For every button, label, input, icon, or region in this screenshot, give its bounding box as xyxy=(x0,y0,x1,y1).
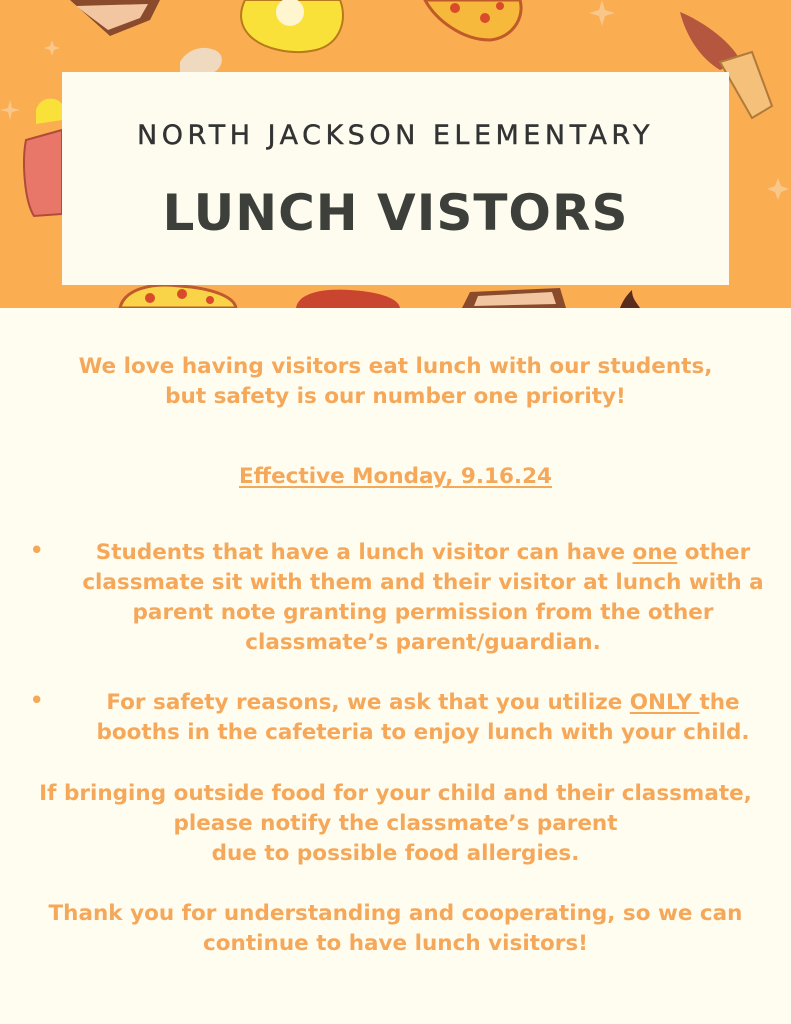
sparkle-icon xyxy=(767,178,789,200)
bullet-marker: • xyxy=(30,688,44,712)
bullet-line: classmate sit with them and their visitor at lunch with a xyxy=(82,570,764,595)
bread-icon xyxy=(180,48,222,72)
bullet-line: parent note granting permission from the other xyxy=(132,600,714,625)
emphasis-text: ONLY xyxy=(629,690,700,715)
sausage-icon xyxy=(296,290,400,308)
pizza-slice-icon xyxy=(120,285,236,308)
bullet-text xyxy=(55,688,791,748)
bullet-line xyxy=(55,688,791,718)
emphasis-text: one xyxy=(632,540,678,565)
closing-text xyxy=(0,899,791,959)
bullet-line xyxy=(55,538,791,568)
page-title: LUNCH VISTORS xyxy=(162,184,629,242)
closing-line: continue to have lunch visitors! xyxy=(203,931,588,956)
bullet-text-part: other xyxy=(677,540,751,565)
intro-line: but safety is our number one priority! xyxy=(165,384,626,409)
notice-line: If bringing outside food for your child and their classmate, xyxy=(39,781,752,806)
pizza-slice-icon xyxy=(425,0,521,40)
notice-line: due to possible food allergies. xyxy=(211,841,580,866)
outside-food-notice xyxy=(0,779,791,869)
bullet-text xyxy=(55,538,791,658)
closing-line: Thank you for understanding and cooperating, so we can xyxy=(48,901,743,926)
drink-glass-icon xyxy=(24,99,62,216)
cake-slice-icon xyxy=(462,288,566,308)
cake-slice-icon xyxy=(70,0,160,36)
fried-egg-icon xyxy=(241,0,343,52)
sparkle-icon xyxy=(589,0,615,26)
sparkle-icon xyxy=(0,100,20,120)
bullet-text-part: For safety reasons, we ask that you utilize xyxy=(106,690,630,715)
bullet-line: classmate’s parent/guardian. xyxy=(245,630,601,655)
intro-text xyxy=(0,352,791,412)
header-banner xyxy=(0,0,791,308)
bullet-text-part: Students that have a lunch visitor can have xyxy=(95,540,633,565)
bullet-line: booths in the cafeteria to enjoy lunch with your child. xyxy=(96,720,750,745)
bullet-marker: • xyxy=(30,538,44,562)
bullet-text-part: the xyxy=(699,690,740,715)
sparkle-icon xyxy=(44,40,60,56)
effective-date xyxy=(0,462,791,492)
notice-line: please notify the classmate’s parent xyxy=(173,811,618,836)
school-name: NORTH JACKSON ELEMENTARY xyxy=(137,120,654,151)
effective-date-text: Effective Monday, 9.16.24 xyxy=(239,464,552,489)
chocolate-icon xyxy=(620,290,640,308)
title-card xyxy=(62,72,729,285)
intro-line: We love having visitors eat lunch with our students, xyxy=(78,354,713,379)
